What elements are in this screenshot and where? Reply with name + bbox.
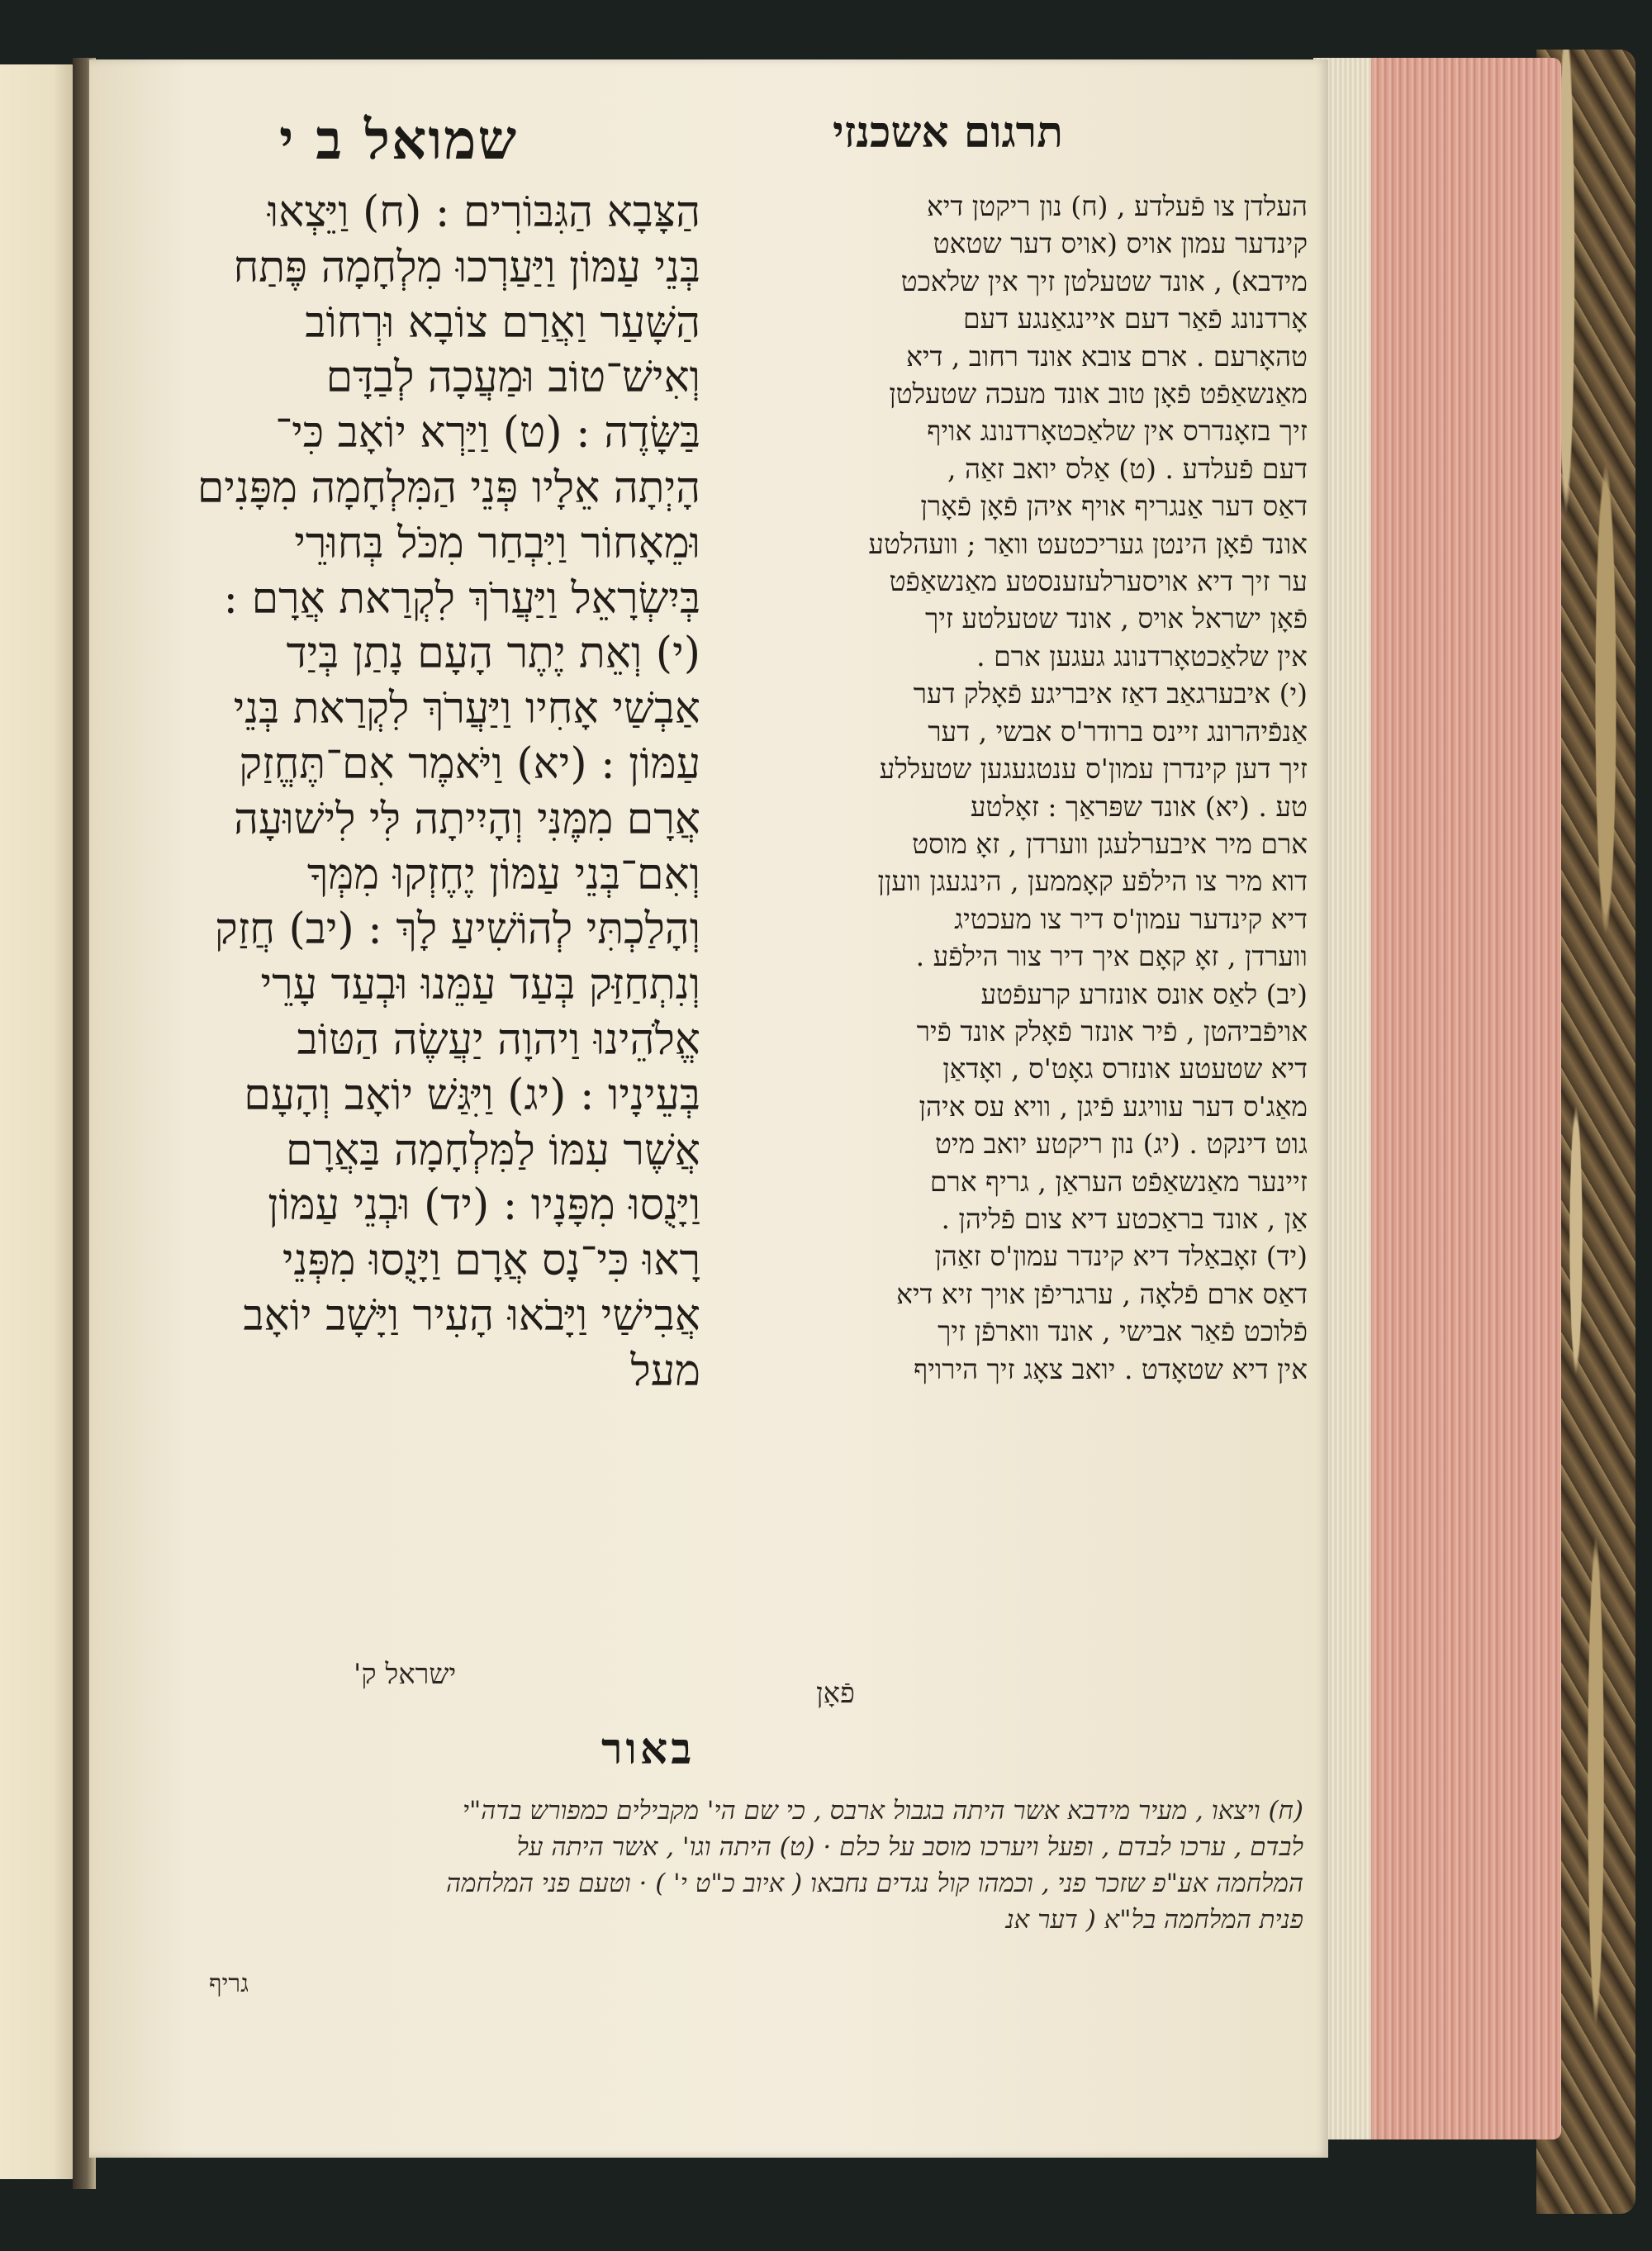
catchword-hebrew: ישראל ק'	[354, 1658, 457, 1691]
hebrew-line: אֲשֶׁר עִמּוֹ לַמִּלְחָמָה בַּאֲרָם	[286, 1125, 700, 1175]
hebrew-line: וְאִישׁ־טוֹב וּמַעֲכָה לְבַדָּם	[325, 353, 700, 403]
hebrew-line: עַמּוֹן : (יא) וַיֹּאמֶר אִם־תֶּחֱזַק	[239, 738, 700, 789]
yiddish-line: פֿלוכט פֿאַר אבישי , אונד ווארפֿן זיך	[938, 1315, 1308, 1348]
running-head-right: תרגום אשכנזי	[833, 107, 1063, 158]
yiddish-line: ער זיך דיא אויסערלעזענסטע מאַנשאַפֿט	[889, 565, 1308, 598]
yiddish-line: ארם מיר איבערלעגן ווערדן , זאָ מוסט	[912, 827, 1308, 860]
hebrew-line: וּמֵאָחוֹר וַיִּבְחַר מִכֹּל בְּחוּרֵי	[294, 518, 700, 568]
yiddish-line: דוא מיר צו הילפֿע קאָממען , הינגעגן וועןן	[877, 865, 1308, 898]
yiddish-line: אונד פֿאָן הינטן געריכטעט וואַר ; וועהלטע	[868, 527, 1308, 560]
yiddish-line: אויפֿביהטן , פֿיר אונזר פֿאָלק אונד פֿיר	[916, 1014, 1308, 1047]
yiddish-line: זיך דען קינדרן עמון'ס ענטגעגען שטעללע	[879, 753, 1308, 786]
yiddish-line: גוט דינקט . (יג) נון ריקטע יואב מיט	[935, 1128, 1308, 1161]
commentary-line: פנית המלחמה בל"א ( דער אנ	[1005, 1905, 1303, 1935]
catchword-commentary: גריף	[209, 1969, 249, 1998]
yiddish-line: פֿאָן ישראל אויס , אונד שטעלטע זיך	[925, 602, 1308, 635]
yiddish-line: ווערדן , זאָ קאָם איך דיר צור הילפֿע .	[915, 940, 1308, 973]
hebrew-line: הָיְתָה אֵלָיו פְּנֵי הַמִּלְחָמָה מִפָּנִים	[197, 463, 700, 513]
yiddish-line: טהאָרעם . ארם צובא אונד רחוב , דיא	[906, 340, 1308, 373]
hebrew-line: אֲרָם מִמֶּנִּי וְהָיִיתָה לִּי לִישׁוּעָה	[234, 794, 700, 844]
yiddish-line: מאַנשאַפֿט פֿאָן טוב אונד מעכה שטעלטן	[889, 378, 1308, 411]
yiddish-line: דאַס ארם פֿלאָה , ערגריפֿן אויך זיא דיא	[896, 1277, 1308, 1310]
hebrew-line: הַצָּבָא הַגִּבּוֹרִים : (ח) וַיֵּצְאוּ	[267, 188, 700, 237]
catchword-yiddish: פֿאָן	[816, 1677, 855, 1710]
hebrew-line: בְּיִשְׂרָאֵל וַיַּעֲרֹךְ לִקְרַאת אֲרָם :	[223, 573, 700, 624]
hebrew-line: בְּנֵי עַמּוֹן וַיַּעַרְכוּ מִלְחָמָה פֶּתַח	[233, 242, 700, 292]
yiddish-line: דיא שטעטע אונזרס גאָט'ס , ואָדאַן	[942, 1052, 1308, 1085]
yiddish-line: (יד) זאָבאַלד דיא קינדר עמון'ס זאַהן	[934, 1240, 1308, 1273]
yiddish-line: זיך בזאָנדרס אין שלאַכטאָרדנונג אויף	[927, 415, 1308, 448]
running-head-left: שמואל ב י	[279, 107, 519, 172]
hebrew-line: וְהָלַכְתִּי לְהוֹשִׁיעַ לָךְ : (יב) חֲזַק	[214, 905, 700, 955]
hebrew-line: מעל	[630, 1346, 700, 1396]
yiddish-line: זיינער מאַנשאַפֿט העראַן , גריף ארם	[929, 1165, 1308, 1198]
hebrew-line: וְנִתְחַזַּק בְּעַד עַמֵּנוּ וּבְעַד עָרֵי	[260, 960, 700, 1010]
yiddish-line: מידבא) , אונד שטעלטן זיך אין שלאכט	[900, 264, 1308, 297]
yiddish-line: אַנפֿיהרונג זיינס ברודר'ס אבשי , דער	[928, 715, 1308, 748]
hebrew-line: הַשָּׁעַר וַאֲרַם צוֹבָא וּרְחוֹב	[305, 297, 700, 348]
yiddish-line: העלדן צו פֿעלדע , (ח) נון ריקטן דיא	[926, 190, 1308, 222]
commentary-block	[122, 1793, 1303, 1938]
facing-page-edge	[0, 64, 76, 2179]
hebrew-line: (י) וְאֵת יֶתֶר הָעָם נָתַן בְּיַד	[286, 629, 700, 679]
hebrew-line: וַיָּנֻסוּ מִפָּנָיו : (יד) וּבְנֵי עַמּוֹן	[268, 1180, 700, 1231]
hebrew-line: וְאִם־בְּנֵי עַמּוֹן יֶחֶזְקוּ מִמְּךָ	[306, 849, 700, 900]
hebrew-line: בַּשָּׂדֶה : (ט) וַיַּרְא יוֹאָב כִּי־	[275, 408, 700, 458]
yiddish-line: אָרדנונג פֿאַר דעם איינגאַנגע דעם	[962, 302, 1308, 335]
hebrew-line: אֱלֹהֵינוּ וַיהוָה יַעֲשֶׂה הַטּוֹב	[297, 1014, 700, 1065]
hebrew-line: אֲבִישַׁי וַיָּבֹאוּ הָעִיר וַיָּשָׁב יוֹאָב	[243, 1290, 700, 1341]
hebrew-line: בְּעֵינָיו : (יג) וַיִּגַּשׁ יוֹאָב וְהָעָם	[244, 1070, 700, 1120]
hebrew-line: רָאוּ כִּי־נָס אֲרָם וַיָּנֻסוּ מִפְּנֵי	[282, 1236, 700, 1286]
yiddish-line: דאַס דער אַנגריף אויף איהן פֿאָן פֿאָרן	[920, 490, 1308, 523]
yiddish-line: מאַג'ס דער עוויגע פֿיגן , וויא עס איהן	[919, 1090, 1308, 1123]
commentary-title: באור	[601, 1724, 695, 1774]
commentary-line: (ח) ויצאו , מעיר מידבא אשר היתה בגבול ארבס , כי שם הי' מקבילים כמפורש בדה"י	[462, 1796, 1303, 1826]
yiddish-line: טע . (יא) אונד שפּראַך : זאָלטע	[970, 790, 1308, 823]
yiddish-line: אין שלאַכטאָרדנונג געגען ארם .	[976, 639, 1308, 672]
commentary-line: המלחמה אע"פ שזכר פני , וכמהו קול נגדים נחבאו ( איוב כ"ט י' ) · וטעם פני המלחמה	[446, 1869, 1303, 1898]
yiddish-translation-column	[742, 188, 1308, 1388]
hebrew-text-column	[122, 185, 700, 1399]
yiddish-line: קינדער עמון אויס (אויס דער שטאט	[933, 227, 1308, 260]
yiddish-line: (י) איבערגאַב דאַז איבריגע פֿאָלק דער	[913, 677, 1308, 710]
yiddish-line: אין דיא שטאָדט . יואב צאָג זיך הירויף	[914, 1352, 1308, 1385]
book-page	[89, 59, 1328, 2158]
commentary-line: לבדם , ערכו לבדם , ופעל ויערכו מוסב על כלם · (ט) היתה וגו' , אשר היתה על	[516, 1832, 1303, 1862]
yiddish-line: דיא קינדער עמון'ס דיר צו מעכטיג	[954, 902, 1308, 935]
yiddish-line: אַן , אונד בראַכטע דיא צום פֿליהן .	[941, 1202, 1308, 1235]
hebrew-line: אַבְשַׁי אָחִיו וַיַּעֲרֹךְ לִקְרַאת בְּנֵי	[233, 684, 700, 734]
yiddish-line: דעם פֿעלדע . (ט) אַלס יואב זאַה ,	[947, 452, 1308, 485]
yiddish-line: (יב) לאַס אונס אונזרע קרעפֿטע	[980, 977, 1308, 1010]
